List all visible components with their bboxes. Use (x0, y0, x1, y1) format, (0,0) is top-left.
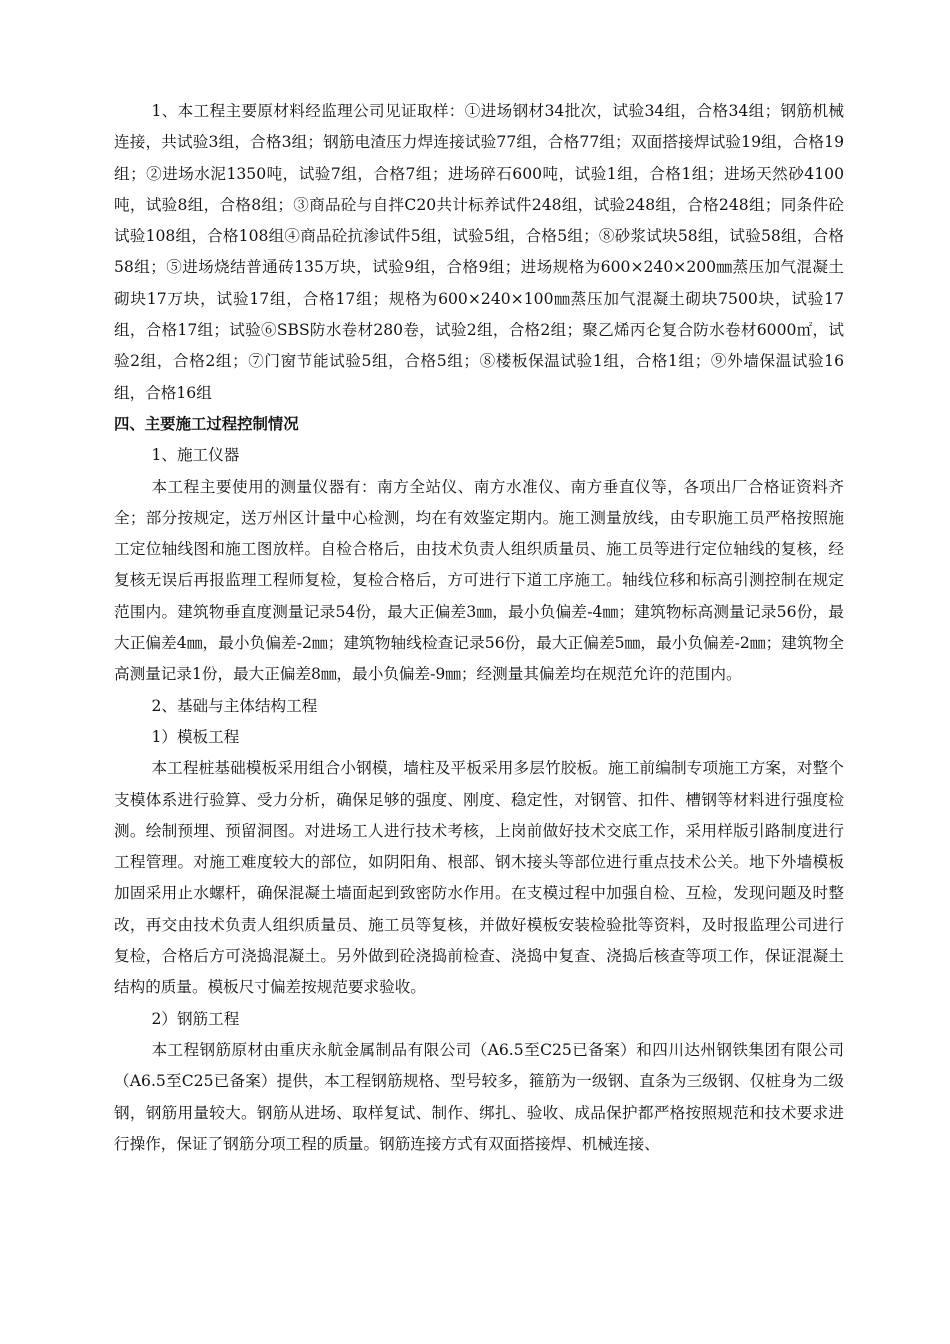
section-heading-construction-control: 四、主要施工过程控制情况 (114, 414, 299, 433)
document-body (114, 96, 844, 1160)
subsection-instruments-title: 1、施工仪器 (151, 446, 240, 465)
instruments-paragraph: 本工程主要使用的测量仪器有：南方全站仪、南方水准仪、南方垂直仪等，各项出厂合格证资料齐全；部分按规定，送万州区计量中心检测，均在有效鉴定期内。施工测量放线，由专职施工员严格按照施工定位轴线图和施工图放样。自检合格后，由技术负责人组织质量员、施工员等进行定位轴线的复核，经复核无误后再报监理工程师复检，复检合格后，方可进行下道工序施工。轴线位移和标高引测控制在规定范围内。建筑物垂直度测量记录54份，最大正偏差3㎜，最小负偏差-4㎜；建筑物标高测量记录56份，最大正偏差4㎜，最小负偏差-2㎜；建筑物轴线检查记录56份，最大正偏差5㎜，最小负偏差-2㎜；建筑物全高测量记录1份，最大正偏差8㎜，最小负偏差-9㎜；经测量其偏差均在规范允许的范围内。 (114, 477, 844, 684)
rebar-paragraph: 本工程钢筋原材由重庆永航金属制品有限公司（A6.5至C25已备案）和四川达州钢铁集团有限公司（A6.5至C25已备案）提供，本工程钢筋规格、型号较多，箍筋为一级钢、直条为三级钢、仅桩身为二级钢，钢筋用量较大。钢筋从进场、取样复试、制作、绑扎、验收、成品保护都严格按照规范和技术要求进行操作，保证了钢筋分项工程的质量。钢筋连接方式有双面搭接焊、机械连接、 (114, 1040, 844, 1153)
rebar-title: 2）钢筋工程 (151, 1009, 240, 1028)
formwork-paragraph: 本工程桩基础模板采用组合小钢模，墙柱及平板采用多层竹胶板。施工前编制专项施工方案，对整个支模体系进行验算、受力分析，确保足够的强度、刚度、稳定性，对钢管、扣件、槽钢等材料进行强度检测。绘制预埋、预留洞图。对进场工人进行技术考核，上岗前做好技术交底工作，采用样版引路制度进行工程管理。对施工难度较大的部位，如阴阳角、根部、钢木接头等部位进行重点技术公关。地下外墙模板加固采用止水螺杆，确保混凝土墙面起到致密防水作用。在支模过程中加强自检、互检，发现问题及时整改，再交由技术负责人组织质量员、施工员等复核，并做好模板安装检验批等资料，及时报监理公司进行复检，合格后方可浇捣混凝土。另外做到砼浇捣前检查、浇捣中复查、浇捣后核查等项工作，保证混凝土结构的质量。模板尺寸偏差按规范要求验收。 (114, 759, 844, 997)
materials-paragraph: 1、本工程主要原材料经监理公司见证取样：①进场钢材34批次，试验34组，合格34组；钢筋机械连接，共试验3组，合格3组；钢筋电渣压力焊连接试验77组，合格77组；双面搭接焊试验19组，合格19组；②进场水泥1350吨，试验7组，合格7组；进场碎石600吨，试验1组，合格1组；进场天然砂4100吨，试验8组，合格8组；③商品砼与自拌C20共计标养试件248组，试验248组，合格248组；同条件砼试验108组，合格108组④商品砼抗渗试件5组，试验5组，合格5组；⑧砂浆试块58组，试验58组，合格58组；⑤进场烧结普通砖135万块，试验9组，合格9组；进场规格为600×240×200㎜蒸压加气混凝土砌块17万块，试验17组，合格17组；规格为600×240×100㎜蒸压加气混凝土砌块7500块，试验17组，合格17组；试验⑥SBS防水卷材280卷，试验2组，合格2组；聚乙烯丙仑复合防水卷材6000㎡，试验2组，合格2组；⑦门窗节能试验5组，合格5组；⑧楼板保温试验1组，合格1组；⑨外墙保温试验16组，合格16组 (114, 102, 844, 402)
formwork-title: 1）模板工程 (151, 727, 240, 746)
subsection-structure-title: 2、基础与主体结构工程 (151, 696, 318, 715)
